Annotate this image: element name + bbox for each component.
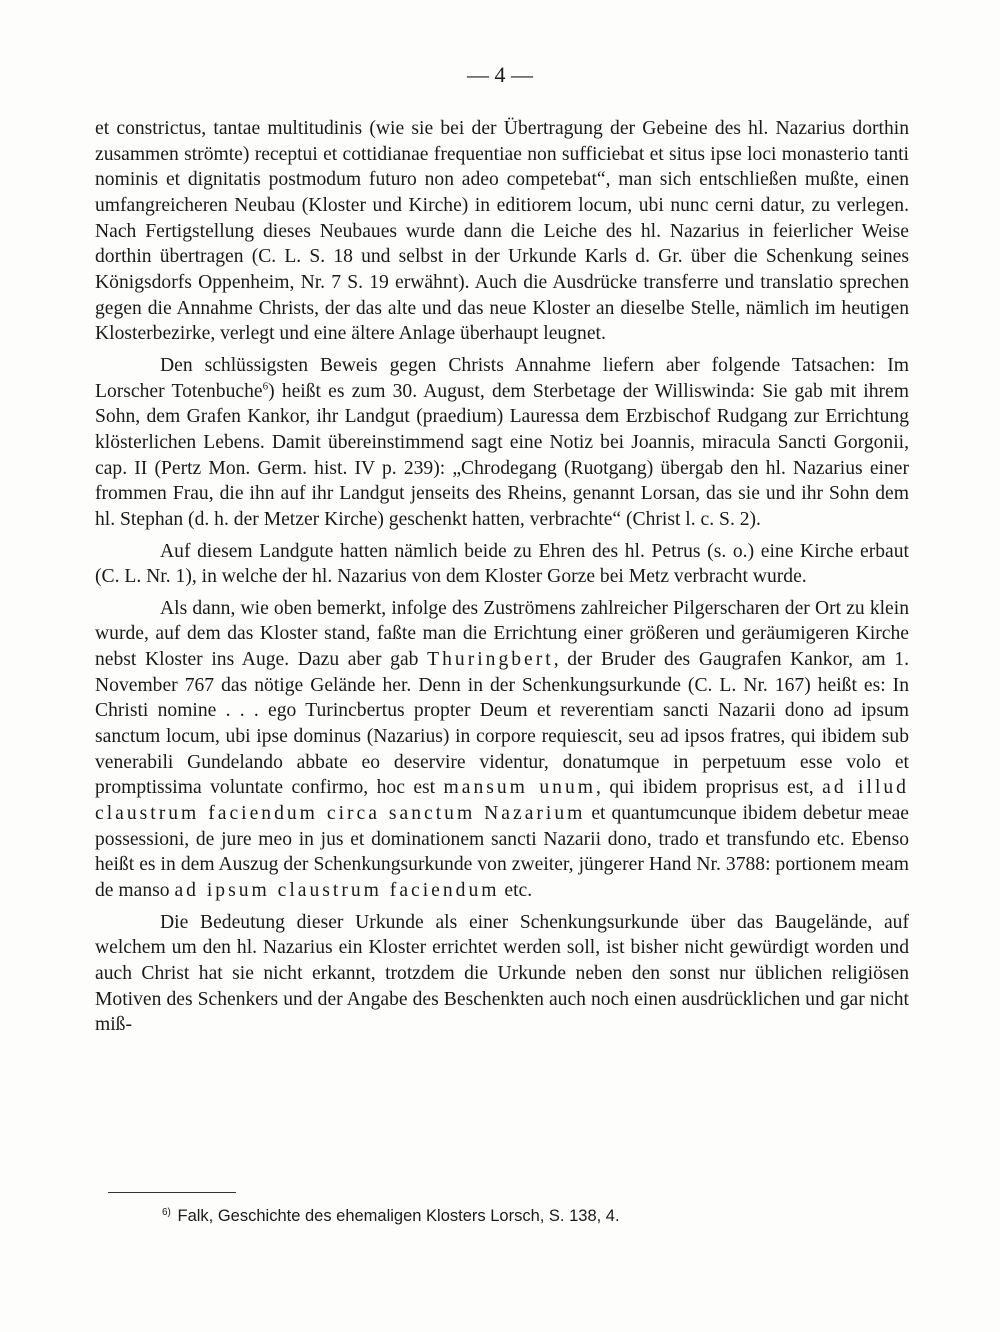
paragraph-4-text-e: etc. (499, 880, 533, 902)
paragraph-2-text-b: ) heißt es zum 30. August, dem Sterbetage der Williswinda: Sie gab mit ihrem Sohn, dem Grafen Kankor, ihr Landgut (praedium) Lauressa dem Erzbischof Rudgang zur Errichtung klösterlichen Lebens. Damit übereinstimmend sagt eine Notiz bei Joannis, miracula Sancti Gorgonii, cap. II (Pertz Mon. Germ. hist. IV p. 239): „Chrodegang (Ruotgang) übergab den hl. Nazarius einer frommen Frau, die ihn auf ihr Landgut jenseits des Rheins, genannt Lorsan, das sie und ihr Sohn dem hl. Stephan (d. h. der Metzer Kirche) geschenkt hatten, verbrachte“ (Christ l. c. S. 2). (95, 380, 909, 530)
page-number: — 4 — (467, 62, 533, 87)
footnote-number: 6) (162, 1206, 171, 1218)
spaced-claustrum-phrase: ad illud claustrum faciendum circa sanctum Nazarium (95, 777, 909, 825)
footnote-text: Falk, Geschichte des ehemaligen Klosters Lorsch, S. 138, 4. (177, 1207, 620, 1225)
paragraph-4-text-a: Als dann, wie oben bemerkt, infolge des Zuströmens zahlreicher Pilgerscharen der Ort zu klein wurde, auf dem das Kloster stand, faßte man die Errichtung einer größeren und geräumigeren Kirche nebst Kloster ins Auge. Dazu aber gab (95, 597, 909, 671)
paragraph-4 (95, 596, 909, 904)
paragraph-1 (95, 116, 909, 347)
footnote (162, 1207, 620, 1226)
spaced-name-thuringbert: Thuringbert (427, 649, 554, 671)
spaced-mansum-unum: mansum unum (443, 777, 596, 799)
spaced-ipsum-claustrum: ad ipsum claustrum faciendum (174, 880, 500, 902)
paragraph-4-text-b: , der Bruder des Gaugrafen Kankor, am 1. November 767 das nötige Gelände her. Denn in der Schenkungsurkunde (C. L. Nr. 167) heißt es: In Christi nomine . . . ego Turincbertus propter Deum et reverentiam sancti Nazarii dono ad ipsum sanctum locum, ubi ipse dominus (Nazarius) in corpore requiescit, seu ad ipsos fratres, qui ibidem sub venerabili Gundelando abbate eo deservire videntur, donatumque in perpetuum esse volo et promptissima voluntate confirmo, hoc est (95, 649, 909, 799)
paragraph-1-text: et constrictus, tantae multitudinis (wie sie bei der Übertragung der Gebeine des hl. Nazarius dorthin zusammen strömte) receptui et cottidianae frequentiae non sufficiebat et situs ipse loci monasterio tanti nominis et dignitatis postmodum futuro non adeo competebat“, man sich entschließen mußte, einen umfangreicheren Neubau (Kloster und Kirche) in editiorem locum, ubi nunc cerni datur, zu verlegen. Nach Fertigstellung dieses Neubaues wurde dann die Leiche des hl. Nazarius in feierlicher Weise dorthin übertragen (C. L. S. 18 und selbst in der Urkunde Karls d. Gr. über die Schenkung seines Königsdorfs Oppenheim, Nr. 7 S. 19 erwähnt). Auch die Ausdrücke transferre und translatio sprechen gegen die Annahme Christs, der das alte und das neue Kloster an dieselbe Stelle, nämlich im heutigen Klosterbezirke, verlegt und eine ältere Anlage überhaupt leugnet. (95, 118, 909, 345)
paragraph-4-text-c: , qui ibidem proprisus est, (596, 777, 823, 799)
footnote-divider (108, 1192, 236, 1193)
paragraph-4-text-d: et quantumcunque ibidem debetur meae possessioni, de jure meo in jus et dominationem sancti Nazarii dono, trado et transfundo etc. Ebenso heißt es in dem Auszug der Schenkungsurkunde von zweiter, jüngerer Hand Nr. 3788: portionem meam de manso (95, 803, 909, 902)
paragraph-3 (95, 539, 909, 590)
paragraph-2 (95, 353, 909, 533)
paragraph-5 (95, 910, 909, 1038)
paragraph-2-text-a: Den schlüssigsten Beweis gegen Christs Annahme liefern aber folgende Tatsachen: Im Lorscher Totenbuche (95, 354, 909, 402)
paragraph-3-text: Auf diesem Landgute hatten nämlich beide zu Ehren des hl. Petrus (s. o.) eine Kirche erbaut (C. L. Nr. 1), in welche der hl. Nazarius von dem Kloster Gorze bei Metz verbracht wurde. (95, 540, 909, 588)
footnote-reference-6: 6 (262, 380, 269, 393)
paragraph-5-text: Die Bedeutung dieser Urkunde als einer Schenkungsurkunde über das Baugelände, auf welchem um den hl. Nazarius ein Kloster errichtet werden soll, ist bisher nicht gewürdigt worden und auch Christ hat sie nicht erkannt, trotzdem die Urkunde neben den sonst nur üblichen religiösen Motiven des Schenkers und der Angabe des Beschenkten auch noch einen ausdrücklichen und gar nicht miß- (95, 911, 909, 1036)
body-text (95, 116, 909, 1044)
